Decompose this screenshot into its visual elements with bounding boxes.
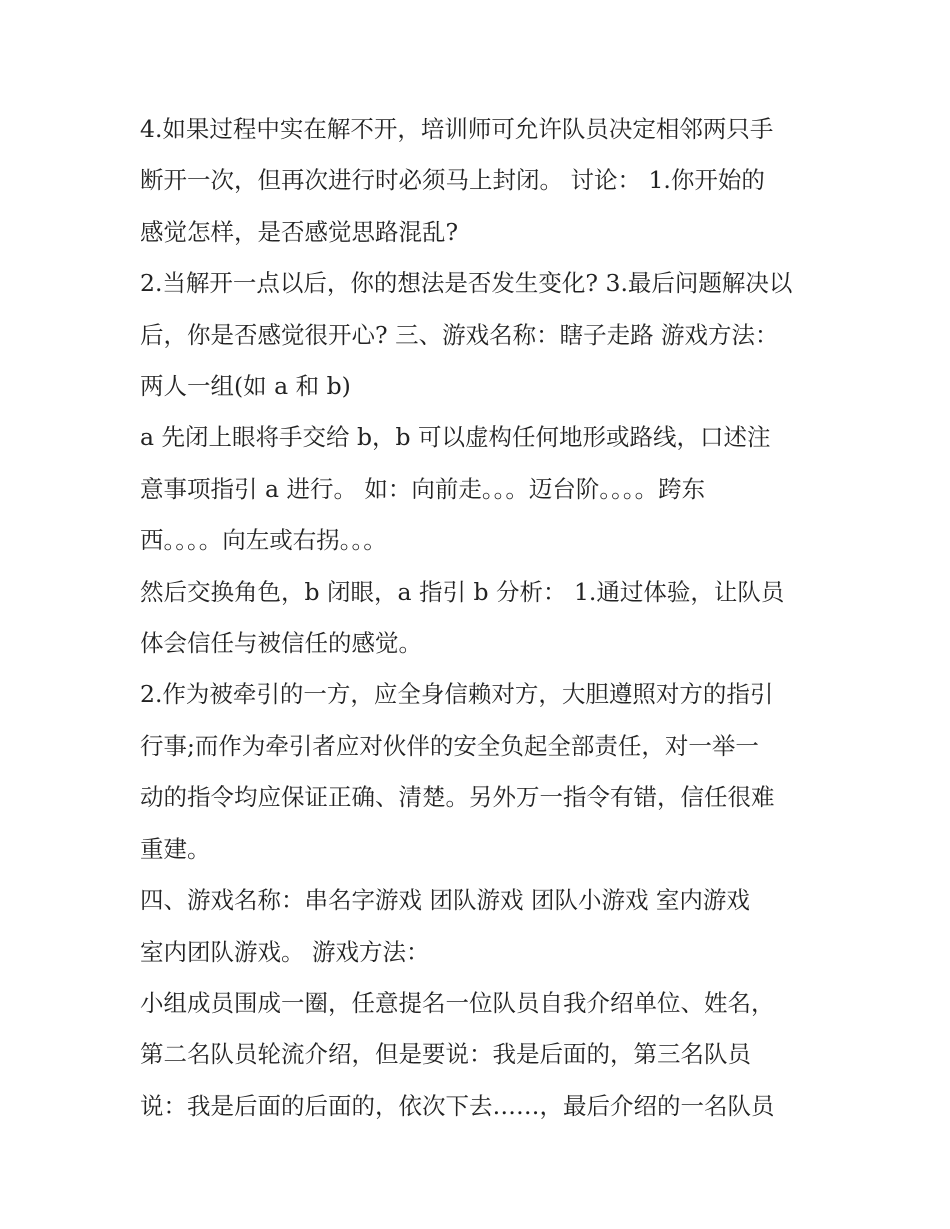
paragraph-4 [140,567,830,670]
document-body [140,104,830,1132]
text-line: 室内团队游戏。 游戏方法： [140,937,430,966]
text-line: 西。。。。向左或右拐。。。 [140,526,387,555]
text-line: 然后交换角色，b 闭眼，a 指引 b 分析： 1.通过体验，让队员 [140,577,785,606]
text-line: 两人一组(如 a 和 b) [140,372,351,401]
text-line: 说：我是后面的后面的，依次下去……，最后介绍的一名队员 [140,1091,775,1120]
text-line: 后，你是否感觉很开心? 三、游戏名称：瞎子走路 游戏方法： [140,320,779,349]
text-line: 感觉怎样，是否感觉思路混乱? [140,217,459,246]
paragraph-2 [140,258,830,412]
paragraph-7 [140,978,830,1132]
text-line: 行事;而作为牵引者应对伙伴的安全负起全部责任，对一举一 [140,731,759,760]
text-line: 小组成员围成一圈，任意提名一位队员自我介绍单位、姓名， [140,988,775,1017]
text-line: 动的指令均应保证正确、清楚。另外万一指令有错，信任很难 [140,783,775,812]
paragraph-6 [140,875,830,978]
paragraph-5 [140,669,830,875]
paragraph-1 [140,104,830,258]
text-line: 体会信任与被信任的感觉。 [140,629,422,658]
text-line: 四、游戏名称：串名字游戏 团队游戏 团队小游戏 室内游戏 [140,886,750,915]
text-line: 2.当解开一点以后，你的想法是否发生变化? 3.最后问题解决以 [140,269,793,298]
text-line: 意事项指引 a 进行。 如：向前走。。。迈台阶。。。。跨东 [140,474,706,503]
text-line: 重建。 [140,834,211,863]
text-line: 断开一次，但再次进行时必须马上封闭。 讨论： 1.你开始的 [140,166,765,195]
text-line: 4.如果过程中实在解不开，培训师可允许队员决定相邻两只手 [140,115,774,143]
text-line: 第二名队员轮流介绍，但是要说：我是后面的，第三名队员 [140,1040,751,1069]
text-line: 2.作为被牵引的一方，应全身信赖对方，大胆遵照对方的指引 [140,680,774,709]
paragraph-3 [140,412,830,566]
text-line: a 先闭上眼将手交给 b，b 可以虚构任何地形或路线，口述注 [140,423,771,452]
